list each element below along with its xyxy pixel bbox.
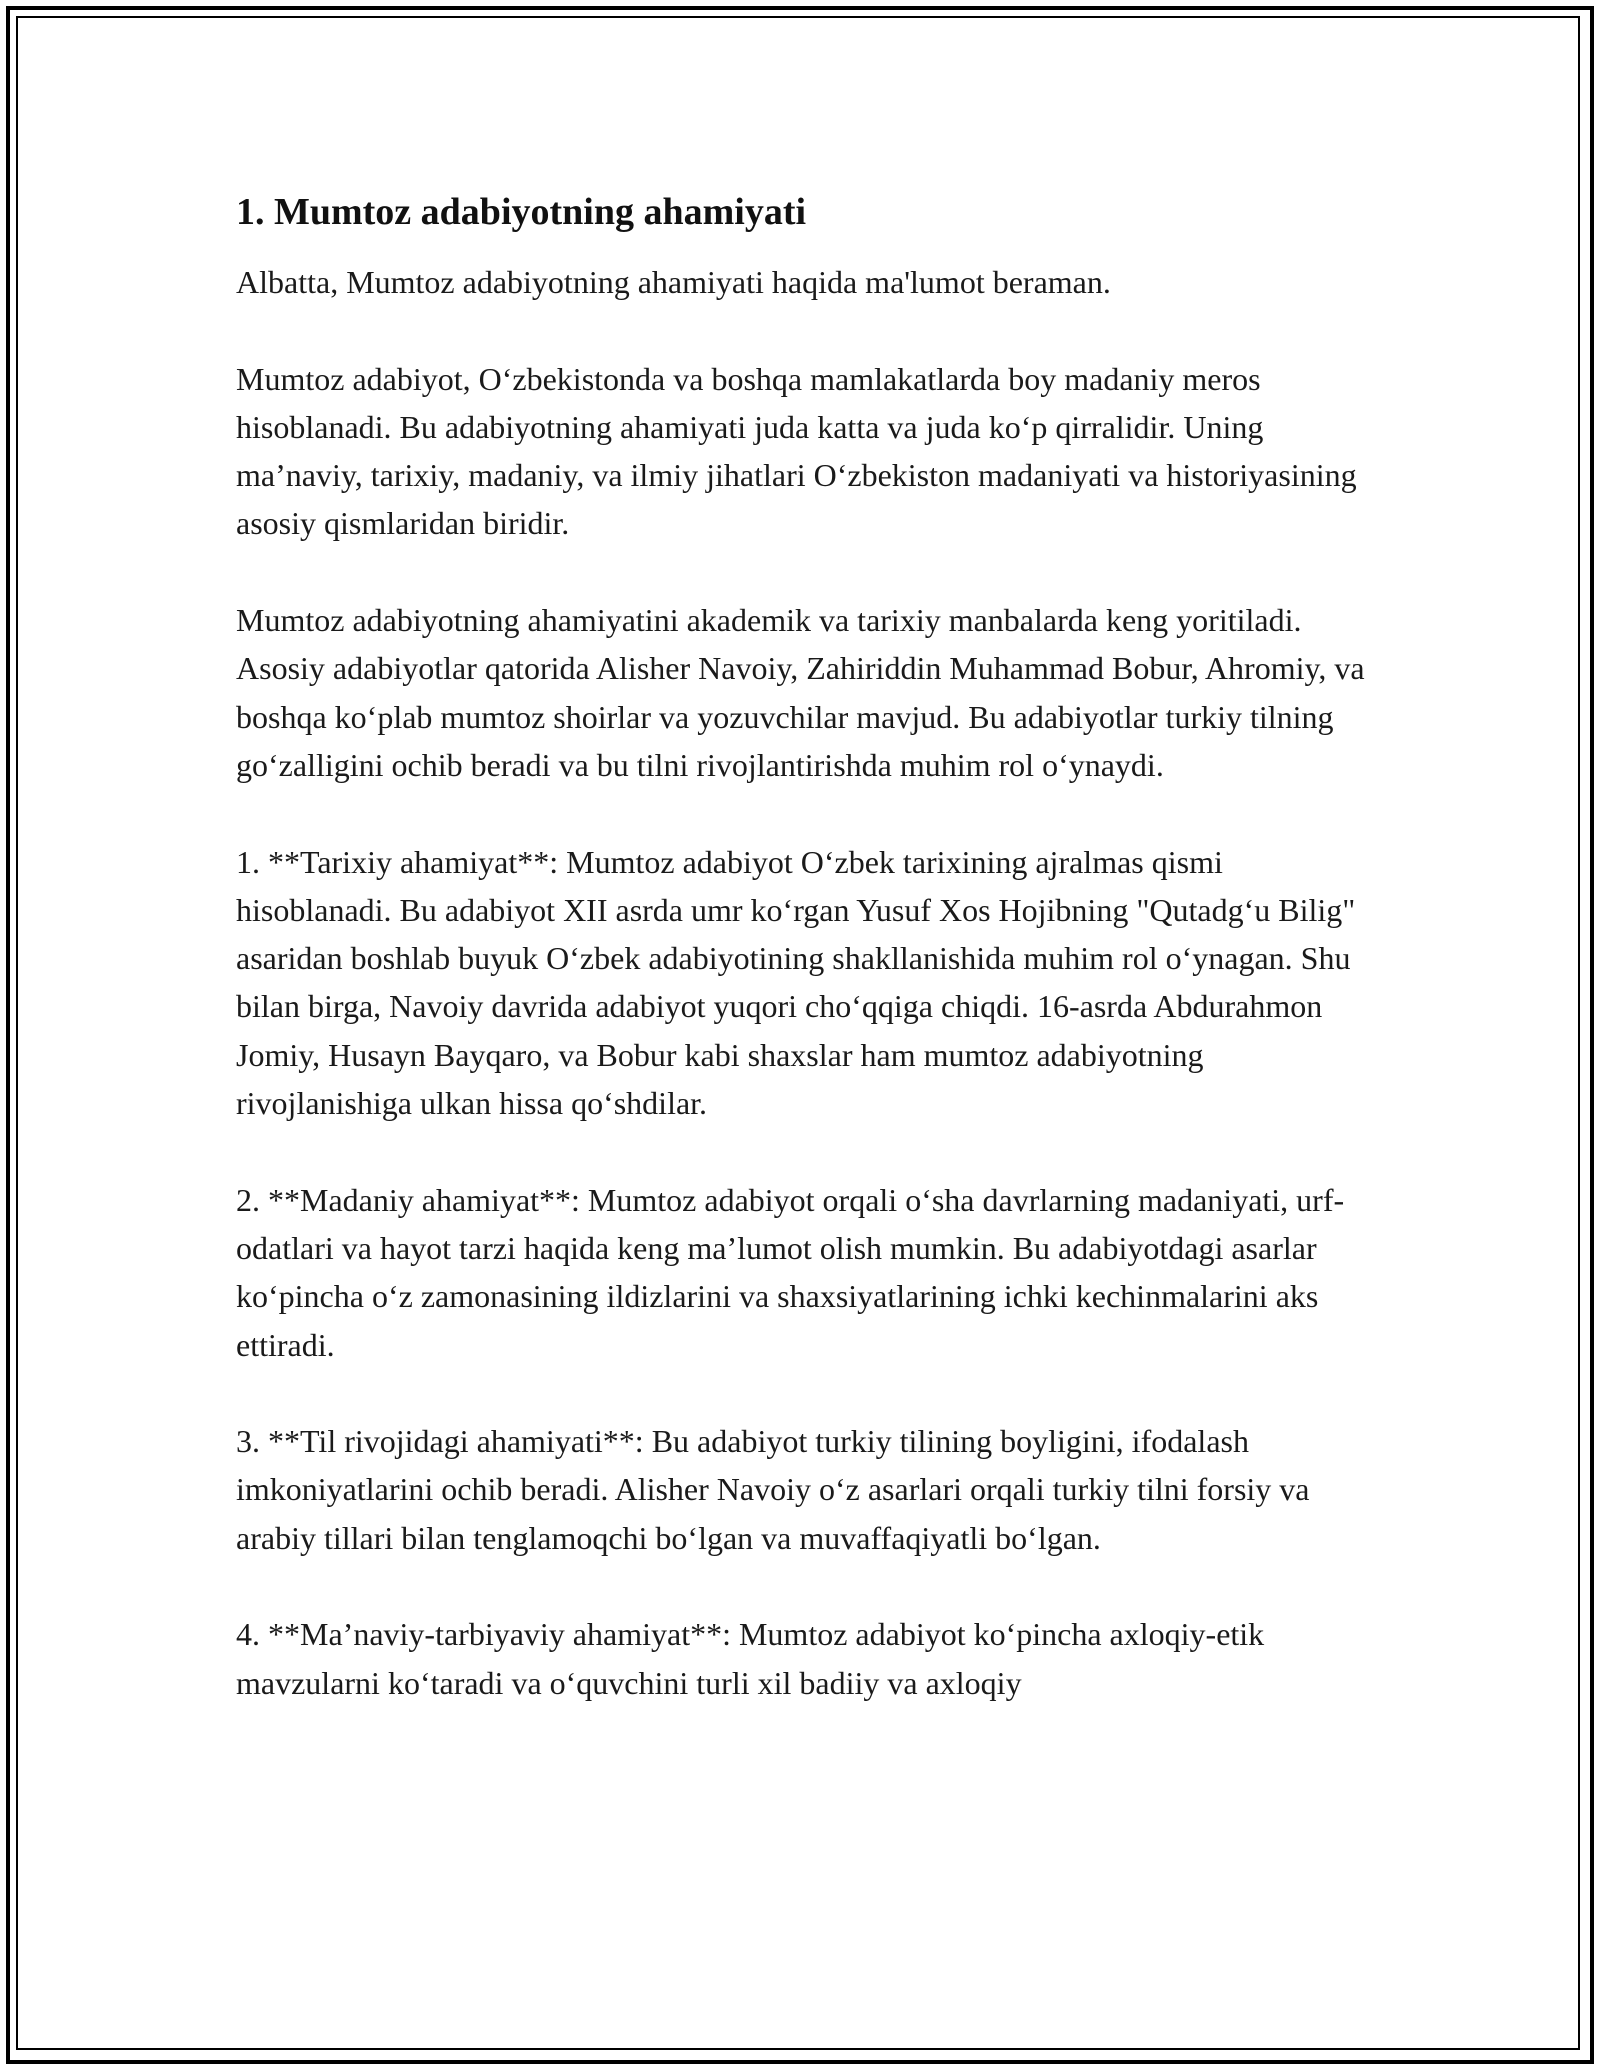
paragraph-language-significance: 3. **Til rivojidagi ahamiyati**: Bu adabiyot turkiy tilining boyligini, ifodalash imkoniyatlarini ochib beradi. Alisher Navoiy o‘z asarlari orqali turkiy tilni forsiy va arabiy tillari bilan tenglamoqchi bo‘lgan va muvaffaqiyatli bo‘lgan. xyxy=(236,1423,1310,1556)
paragraph-cultural-significance: 2. **Madaniy ahamiyat**: Mumtoz adabiyot orqali o‘sha davrlarning madaniyati, urf-odatlari va hayot tarzi haqida keng ma’lumot olish mumkin. Bu adabiyotdagi asarlar ko‘pincha o‘z zamonasining ildizlarini va shaxsiyatlarining ichki kechinmalarini aks ettiradi. xyxy=(236,1181,1345,1363)
paragraph-historical-significance: 1. **Tarixiy ahamiyat**: Mumtoz adabiyot O‘zbek tarixining ajralmas qismi hisoblanadi. Bu adabiyot XII asrda umr ko‘rgan Yusuf Xos Hojibning "Qutadg‘u Bilig" asaridan boshlab buyuk O‘zbek adabiyotining shakllanishida muhim rol o‘ynagan. Shu bilan birga, Navoiy davrida adabiyot yuqori cho‘qqiga chiqdi. 16-asrda Abdurahmon Jomiy, Husayn Bayqaro, va Bobur kabi shaxslar ham mumtoz adabiyotning rivojlanishiga ulkan hissa qo‘shdilar. xyxy=(236,843,1356,1122)
paragraph-intro: Albatta, Mumtoz adabiyotning ahamiyati haqida ma'lumot beraman. xyxy=(236,264,1111,300)
paragraph-moral-significance: 4. **Ma’naviy-tarbiyaviy ahamiyat**: Mumtoz adabiyot ko‘pincha axloqiy-etik mavzularni ko‘taradi va o‘quvchini turli xil badiiy va axloqiy xyxy=(236,1616,1265,1701)
paragraph-heritage: Mumtoz adabiyot, O‘zbekistonda va boshqa mamlakatlarda boy madaniy meros hisoblanadi. Bu adabiyotning ahamiyati juda katta va juda ko‘p qirralidir. Uning ma’naviy, tarixiy, madaniy, va ilmiy jihatlari O‘zbekiston madaniyati va historiyasining asosiy qismlaridan biridir. xyxy=(236,360,1357,542)
section-heading: 1. Mumtoz adabiyotning ahamiyati xyxy=(236,191,807,233)
document-body xyxy=(236,186,1376,1707)
paragraph-sources: Mumtoz adabiyotning ahamiyatini akademik va tarixiy manbalarda keng yoritiladi. Asosiy adabiyotlar qatorida Alisher Navoiy, Zahiriddin Muhammad Bobur, Ahromiy, va boshqa ko‘plab mumtoz shoirlar va yozuvchilar mavjud. Bu adabiyotlar turkiy tilning go‘zalligini ochib beradi va bu tilni rivojlantirishda muhim rol o‘ynaydi. xyxy=(236,602,1365,783)
